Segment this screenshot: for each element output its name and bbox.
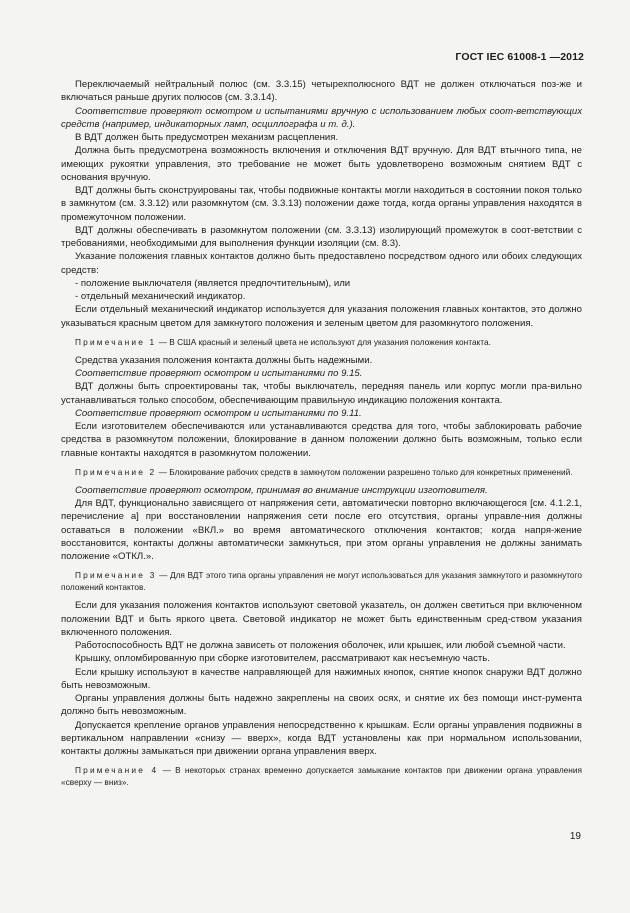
- paragraph: ВДТ должны обеспечивать в разомкнутом положении (см. 3.3.13) изолирующий промежуток в соот-ветствии с требованиями, необходимыми для выполнения функции изоляции (см. 8.3).: [61, 224, 582, 249]
- paragraph: Указание положения главных контактов должно быть предоставлено посредством одного или обоих следующих средств:: [61, 251, 582, 276]
- paragraph: ВДТ должны быть сконструированы так, чтобы подвижные контакты могли находиться в состоянии покоя только в замкнутом (см. 3.3.12) или разомкнутом (см. 3.3.13) положении даже тогда, когда органы управления находятся в промежуточном положении.: [61, 185, 582, 223]
- paragraph: Работоспособность ВДТ не должна зависеть от положения оболочек, или крышек, или любой съемной части.: [75, 640, 566, 651]
- paragraph: Крышку, опломбированную при сборке изготовителем, рассматривают как несъемную часть.: [75, 653, 490, 665]
- note-text: — В некоторых странах временно допускается замыкание контактов при движении органа управления «сверху — вниз».: [61, 765, 583, 788]
- note-1: [61, 336, 582, 348]
- compliance-paragraph: Соответствие проверяют осмотром и испытаниями по 9.15.: [75, 368, 363, 379]
- note-label: Примечание 2: [75, 466, 157, 477]
- compliance-paragraph: Соответствие проверяют осмотром, принимая во внимание инструкции изготовителя.: [75, 484, 488, 496]
- note-label: Примечание 1: [75, 336, 157, 347]
- note-text: — Для ВДТ этого типа органы управления не могут использоваться для указания замкнутого и разомкнутого положений контактов.: [61, 570, 582, 593]
- note-label: Примечание 3: [75, 570, 157, 581]
- paragraph: Для ВДТ, функционально зависящего от напряжения сети, автоматически повторно включающегося [см. 4.1.2.1, перечисление а] при восстановлении напряжения сети после его отсутствия, органы управле-ния должны оставаться в положении «ВКЛ.» во время автоматического отключения контактов; когда напря-жение восстановится, контакты должны автоматически замкнуться, при этом органы управления не должны занимать положение «ОТКЛ.».: [61, 498, 582, 562]
- paragraph: Средства указания положения контакта должны быть надежными.: [75, 354, 373, 366]
- compliance-paragraph: Соответствие проверяют осмотром и испытаниями по 9.11.: [75, 407, 362, 419]
- note-2: [61, 466, 582, 478]
- paragraph: Допускается крепление органов управления непосредственно к крышкам. Если органы управления подвижны в вертикальном направлении «снизу — вверх», когда ВДТ установлены как при нормальном использовании, контакты должны замыкаться при движении органа управления вверх.: [61, 719, 582, 757]
- paragraph: Должна быть предусмотрена возможность включения и отключения ВДТ вручную. Для ВДТ втычного типа, не имеющих рукоятки управления, это требование не может быть удовлетворено возможным снятием ВДТ с основания вручную.: [61, 145, 582, 183]
- paragraph: В ВДТ должен быть предусмотрен механизм расцепления.: [75, 132, 339, 143]
- standard-header: ГОСТ IEC 61008-1 —2012: [455, 51, 584, 63]
- paragraph: Если крышку используют в качестве направляющей для нажимных кнопок, снятие кнопок снаружи ВДТ должно быть невозможным.: [61, 666, 582, 691]
- note-3: [61, 569, 582, 593]
- paragraph: Если отдельный механический индикатор используется для указания положения главных контактов, это должно указываться красным цветом для замкнутого положения и зеленым цветом для разомкнутого положения.: [61, 304, 582, 329]
- paragraph: Органы управления должны быть надежно закреплены на своих осях, и снятие их без помощи инст-румента должно быть невозможным.: [61, 693, 582, 718]
- note-label: Примечание 4: [75, 765, 159, 776]
- note-text: — Блокирование рабочих средств в замкнутом положении разрешено только для конкретных применений.: [158, 466, 573, 477]
- paragraph: Если для указания положения контактов используют световой указатель, он должен светиться при включенном положении ВДТ и быть яркого цвета. Световой индикатор не может быть единственным сред-ством указания включенного положения.: [61, 600, 582, 638]
- compliance-paragraph: Соответствие проверяют осмотром и испытаниями вручную с использованием любых соот-ветствующих средств (например, индикаторных ламп, осциллографа и т. д.).: [61, 105, 582, 130]
- document-body: [61, 78, 582, 794]
- list-item: - положение выключателя (является предпочтительным), или: [75, 277, 351, 289]
- note-text: — В США красный и зеленый цвета не используют для указания положения контакта.: [158, 336, 491, 347]
- note-4: [61, 764, 582, 788]
- paragraph: Переключаемый нейтральный полюс (см. 3.3.15) четырехполюсного ВДТ не должен отключаться поз-же и включаться раньше других полюсов (см. 3.3.14).: [61, 79, 582, 104]
- page-number: 19: [569, 831, 581, 842]
- list-item: - отдельный механический индикатор.: [75, 291, 246, 302]
- paragraph: Если изготовителем обеспечиваются или устанавливаются средства для того, чтобы заблокировать рабочие средства в разомкнутом положении, блокирование в данном положении должно быть возможным, только если главные контакты находятся в разомкнутом положении.: [61, 421, 582, 459]
- paragraph: ВДТ должны быть спроектированы так, чтобы выключатель, передняя панель или корпус могли пра-вильно устанавливаться только способом, обеспечивающим правильную индикацию положения контакта.: [61, 381, 582, 406]
